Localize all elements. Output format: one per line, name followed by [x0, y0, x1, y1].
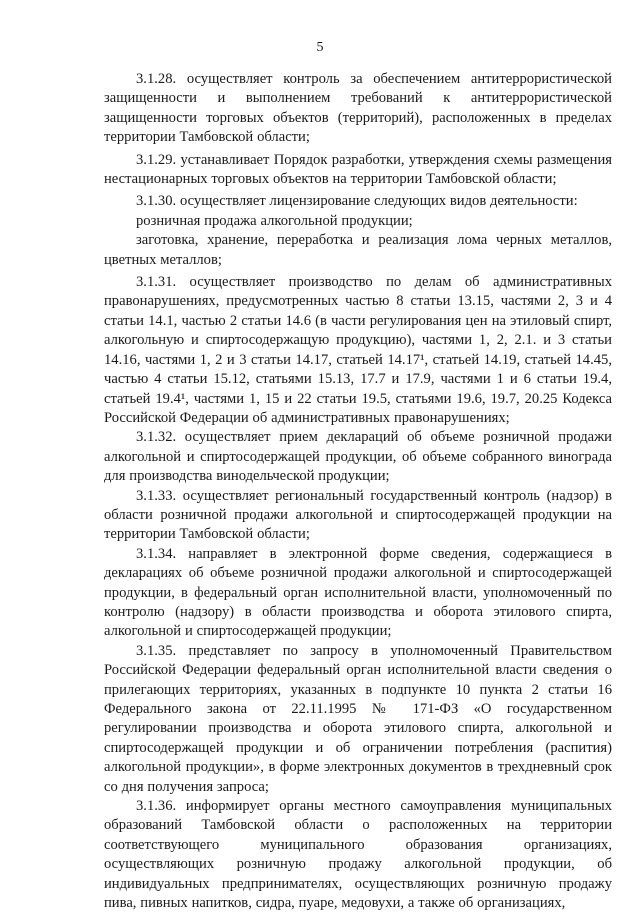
list-item-retail-alcohol: розничная продажа алкогольной продукции; [136, 212, 413, 229]
paragraph-3-1-30: 3.1.30. осуществляет лицензирование следующих видов деятельности: [136, 193, 578, 210]
paragraph-3-1-28: 3.1.28. осуществляет контроль за обеспечением антитеррористической защищенности и выполнением требований к антитеррористической защищенности торговых объектов (территорий), расположенных в пределах территории Тамбовской области; [104, 71, 612, 146]
paragraph-3-1-34: 3.1.34. направляет в электронной форме сведения, содержащиеся в декларациях об объеме розничной продажи алкогольной и спиртосодержащей продукции, в федеральный орган исполнительной власти, уполномоченный по контролю (надзору) в области производства и оборота этилового спирта, алкогольной и спиртосодержащей продукции; [104, 545, 612, 640]
document-body [104, 70, 612, 913]
paragraph-3-1-29: 3.1.29. устанавливает Порядок разработки, утверждения схемы размещения нестационарных торговых объектов на территории Тамбовской области; [104, 151, 612, 188]
list-item-scrap-metals: заготовка, хранение, переработка и реализация лома черных металлов, цветных металлов; [104, 232, 612, 268]
paragraph-3-1-32: 3.1.32. осуществляет прием деклараций об объеме розничной продажи алкогольной и спиртосодержащей продукции, об объеме собранного винограда для производства винодельческой продукции; [104, 429, 612, 485]
paragraph-3-1-31: 3.1.31. осуществляет производство по делам об административных правонарушениях, предусмотренных частью 8 статьи 13.15, частями 2, 3 и 4 статьи 14.1, частью 2 статьи 14.6 (в части регулирования цен на этиловый спирт, алкогольную и спиртосодержащую продукцию), частями 1, 2, 2.1. и 3 статьи 14.16, частями 1, 2 и 3 статьи 14.17, статьей 14.17¹, статьей 14.19, статьей 14.45, частью 4 статьи 15.12, статьями 15.13, 17.7 и 17.9, частями 1 и 6 статьи 19.4, статьей 19.4¹, частями 1, 15 и 22 статьи 19.5, статьями 19.6, 19.7, 20.25 Кодекса Российской Федерации об административных правонарушениях; [104, 274, 612, 426]
paragraph-3-1-35: 3.1.35. представляет по запросу в уполномоченный Правительством Российской Федерации федеральный орган исполнительной власти сведения о прилегающих территориях, указанных в подпункте 10 пункта 2 статьи 16 Федерального закона от 22.11.1995 № 171-ФЗ «О государственном регулировании производства и оборота этилового спирта, алкогольной и спиртосодержащей продукции и об ограничении потребления (распития) алкогольной продукции», в форме электронных документов в трехдневный срок со дня получения запроса; [104, 642, 612, 795]
paragraph-3-1-36: 3.1.36. информирует органы местного самоуправления муниципальных образований Тамбовской области о расположенных на территории соответствующего муниципального образования организациях, осуществляющих розничную продажу алкогольной продукции, об индивидуальных предпринимателях, осуществляющих розничную продажу пива, пивных напитков, сидра, пуаре, медовухи, а также об организациях, [104, 798, 612, 912]
page-number: 5 [316, 40, 324, 55]
paragraph-3-1-33: 3.1.33. осуществляет региональный государственный контроль (надзор) в области розничной продажи алкогольной и спиртосодержащей продукции на территории Тамбовской области; [104, 487, 612, 543]
